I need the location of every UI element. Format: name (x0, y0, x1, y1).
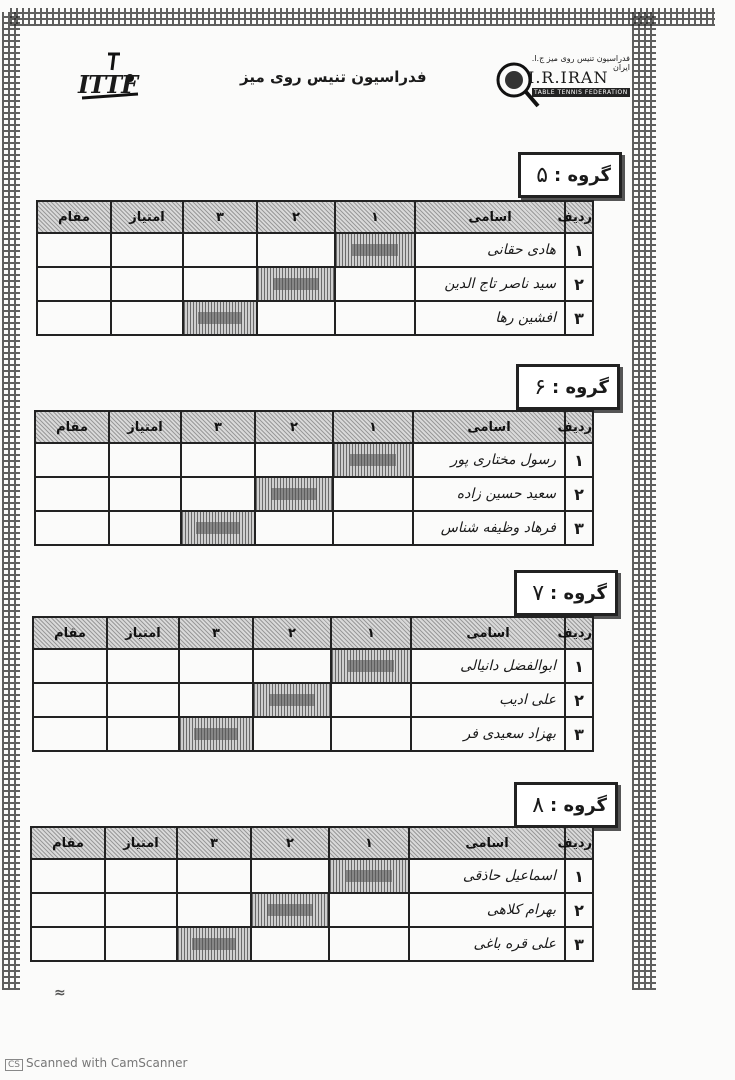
blocked-cell (251, 893, 329, 927)
col-1: ۱ (329, 827, 409, 859)
blocked-cell (183, 301, 257, 335)
table-row (35, 443, 593, 477)
score-cell (181, 443, 255, 477)
group-table (32, 616, 594, 752)
points-cell (107, 717, 179, 751)
points-cell (105, 927, 177, 961)
scanned-text: Scanned with CamScanner (26, 1056, 188, 1070)
blocked-cell (177, 927, 251, 961)
score-cell (333, 477, 413, 511)
col-2: ۲ (255, 411, 333, 443)
player-name: رسول مختاری پور (413, 443, 565, 477)
table-row (33, 717, 593, 751)
blocked-cell (335, 233, 415, 267)
row-index: ۱ (565, 649, 593, 683)
score-cell (333, 511, 413, 545)
row-index: ۲ (565, 893, 593, 927)
player-name: علی ادیب (411, 683, 565, 717)
points-cell (111, 233, 183, 267)
row-index: ۳ (565, 511, 593, 545)
score-cell (331, 683, 411, 717)
row-index: ۱ (565, 859, 593, 893)
col-points: امتیاز (109, 411, 181, 443)
points-cell (107, 683, 179, 717)
col-place: مقام (33, 617, 107, 649)
group-label (518, 152, 622, 198)
score-cell (253, 717, 331, 751)
col-1: ۱ (331, 617, 411, 649)
table-header-row (35, 411, 593, 443)
place-cell (33, 649, 107, 683)
group-number: ۵ (536, 162, 549, 188)
iran-logo-sub-text: TABLE TENNIS FEDERATION (534, 89, 628, 96)
place-cell (35, 443, 109, 477)
score-cell (255, 511, 333, 545)
points-cell (107, 649, 179, 683)
place-cell (33, 717, 107, 751)
row-index: ۳ (565, 301, 593, 335)
row-index: ۲ (565, 267, 593, 301)
group-table (36, 200, 594, 336)
score-cell (331, 717, 411, 751)
col-3: ۳ (177, 827, 251, 859)
iran-logo-big-text: I.R.IRAN (528, 68, 609, 87)
score-cell (329, 893, 409, 927)
points-cell (111, 267, 183, 301)
table-row (31, 927, 593, 961)
blocked-cell (333, 443, 413, 477)
col-place: مقام (35, 411, 109, 443)
player-name: سید ناصر تاج الدین (415, 267, 565, 301)
row-index: ۳ (565, 717, 593, 751)
score-cell (177, 859, 251, 893)
col-2: ۲ (251, 827, 329, 859)
score-cell (255, 443, 333, 477)
table-header-row (31, 827, 593, 859)
score-cell (179, 683, 253, 717)
federation-title: فدراسیون تنیس روی میز (240, 68, 427, 86)
table-row (37, 233, 593, 267)
blocked-cell (253, 683, 331, 717)
score-cell (251, 927, 329, 961)
col-place: مقام (37, 201, 111, 233)
table-row (35, 511, 593, 545)
table-row (37, 301, 593, 335)
decorative-border-left (2, 12, 20, 990)
col-points: امتیاز (107, 617, 179, 649)
points-cell (111, 301, 183, 335)
score-cell (183, 267, 257, 301)
score-cell (177, 893, 251, 927)
col-rank: ردیف (565, 827, 593, 859)
group-label-text: گروه : (554, 164, 611, 186)
place-cell (37, 233, 111, 267)
group-label-text: گروه : (550, 794, 607, 816)
group-table (34, 410, 594, 546)
group-label (516, 364, 620, 410)
place-cell (35, 477, 109, 511)
table-row (33, 649, 593, 683)
points-cell (109, 511, 181, 545)
group-number: ۶ (534, 374, 547, 400)
points-cell (109, 477, 181, 511)
col-1: ۱ (335, 201, 415, 233)
ittf-logo-text: ITTF (78, 70, 138, 99)
decorative-border-right (632, 12, 656, 990)
player-name: علی قره باغی (409, 927, 565, 961)
col-points: امتیاز (105, 827, 177, 859)
place-cell (31, 859, 105, 893)
points-cell (105, 893, 177, 927)
table-header-row (37, 201, 593, 233)
iran-logo-small-text: فدراسیون تنیس روی میز ج.ا. ایران (531, 54, 630, 72)
score-cell (179, 649, 253, 683)
place-cell (33, 683, 107, 717)
scanned-watermark (5, 1056, 187, 1071)
place-cell (35, 511, 109, 545)
col-rank: ردیف (565, 617, 593, 649)
col-place: مقام (31, 827, 105, 859)
place-cell (37, 267, 111, 301)
score-cell (183, 233, 257, 267)
decorative-border-top (10, 8, 715, 26)
player-name: هادی حقانی (415, 233, 565, 267)
table-row (37, 267, 593, 301)
row-index: ۳ (565, 927, 593, 961)
col-2: ۲ (253, 617, 331, 649)
group-label (514, 782, 618, 828)
col-points: امتیاز (111, 201, 183, 233)
col-2: ۲ (257, 201, 335, 233)
score-cell (257, 301, 335, 335)
col-1: ۱ (333, 411, 413, 443)
player-name: سعید حسین زاده (413, 477, 565, 511)
group-table (30, 826, 594, 962)
place-cell (31, 927, 105, 961)
place-cell (37, 301, 111, 335)
col-names: اسامی (413, 411, 565, 443)
blocked-cell (179, 717, 253, 751)
player-name: اسماعیل حاذقی (409, 859, 565, 893)
table-header-row (33, 617, 593, 649)
score-cell (257, 233, 335, 267)
blocked-cell (257, 267, 335, 301)
col-names: اسامی (411, 617, 565, 649)
col-3: ۳ (179, 617, 253, 649)
group-label-text: گروه : (552, 376, 609, 398)
col-3: ۳ (183, 201, 257, 233)
group-number: ۸ (532, 792, 545, 818)
col-rank: ردیف (565, 411, 593, 443)
table-row (31, 859, 593, 893)
score-cell (335, 301, 415, 335)
score-cell (329, 927, 409, 961)
group-label-text: گروه : (550, 582, 607, 604)
col-names: اسامی (415, 201, 565, 233)
table-row (33, 683, 593, 717)
row-index: ۲ (565, 683, 593, 717)
points-cell (105, 859, 177, 893)
score-cell (181, 477, 255, 511)
scan-mark-icon: ≈ (54, 985, 66, 1001)
blocked-cell (255, 477, 333, 511)
player-name: ابوالفضل دانیالی (411, 649, 565, 683)
row-index: ۱ (565, 443, 593, 477)
camscanner-badge: CS (5, 1059, 23, 1071)
row-index: ۲ (565, 477, 593, 511)
blocked-cell (329, 859, 409, 893)
table-row (31, 893, 593, 927)
group-label (514, 570, 618, 616)
col-rank: ردیف (565, 201, 593, 233)
score-cell (251, 859, 329, 893)
player-name: بهزاد سعیدی فر (411, 717, 565, 751)
place-cell (31, 893, 105, 927)
player-name: افشین رها (415, 301, 565, 335)
score-cell (253, 649, 331, 683)
blocked-cell (181, 511, 255, 545)
player-name: فرهاد وظیفه شناس (413, 511, 565, 545)
row-index: ۱ (565, 233, 593, 267)
page-header (70, 40, 630, 120)
blocked-cell (331, 649, 411, 683)
player-name: بهرام کلاهی (409, 893, 565, 927)
col-names: اسامی (409, 827, 565, 859)
score-cell (335, 267, 415, 301)
group-number: ۷ (532, 580, 545, 606)
table-row (35, 477, 593, 511)
col-3: ۳ (181, 411, 255, 443)
points-cell (109, 443, 181, 477)
